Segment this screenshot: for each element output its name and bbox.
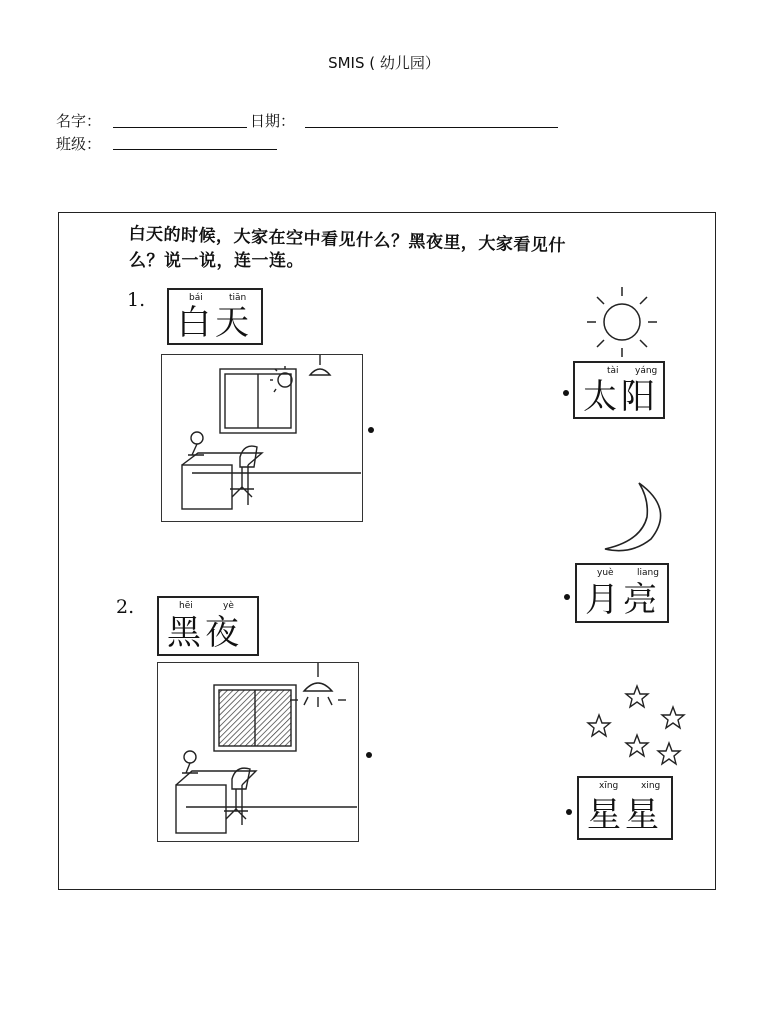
worksheet-title: SMIS ( 幼儿园）	[328, 54, 440, 72]
word-card-sun	[573, 361, 665, 419]
pinyin: yáng	[635, 366, 658, 376]
word-card-moon	[575, 563, 669, 623]
pinyin: bái	[189, 293, 203, 303]
pinyin: tài	[607, 366, 619, 376]
hanzi: 星星	[587, 795, 663, 835]
worksheet-panel	[58, 212, 716, 890]
word-card-daytime	[167, 288, 263, 345]
hanzi: 太阳	[583, 377, 659, 417]
name-label: 名字：	[56, 112, 102, 130]
word-card-stars	[577, 776, 673, 840]
name-field[interactable]	[113, 127, 247, 128]
hanzi: 黑夜	[167, 613, 243, 653]
word-card-night	[157, 596, 259, 656]
hanzi: 白天	[177, 303, 253, 343]
date-field[interactable]	[305, 127, 558, 128]
question-line-1: 白天的时候，大家在空中看见什么？黑夜里，大家看见什	[128, 223, 567, 257]
daytime-room-illustration	[161, 354, 363, 522]
match-dot-stars[interactable]	[566, 809, 572, 815]
class-field[interactable]	[113, 149, 277, 150]
pinyin: yuè	[597, 568, 614, 578]
pinyin: yè	[223, 601, 234, 611]
date-label: 日期：	[250, 112, 296, 130]
stars-icon	[581, 683, 691, 773]
item-number-2: 2.	[116, 596, 135, 618]
item-number-1: 1.	[127, 289, 146, 311]
match-dot-sun[interactable]	[563, 390, 569, 396]
class-label: 班级：	[56, 135, 102, 153]
question-line-2: 么？说一说，连一连。	[129, 251, 304, 271]
match-dot-night[interactable]	[366, 752, 372, 758]
sun-icon	[579, 279, 665, 365]
pinyin: hēi	[179, 601, 193, 611]
night-room-illustration	[157, 662, 359, 842]
pinyin: tiān	[229, 293, 247, 303]
pinyin: xing	[641, 781, 661, 791]
moon-icon	[595, 479, 675, 555]
match-dot-daytime[interactable]	[368, 427, 374, 433]
pinyin: liang	[637, 568, 659, 578]
hanzi: 月亮	[585, 580, 661, 620]
pinyin: xīng	[599, 781, 619, 791]
match-dot-moon[interactable]	[564, 594, 570, 600]
